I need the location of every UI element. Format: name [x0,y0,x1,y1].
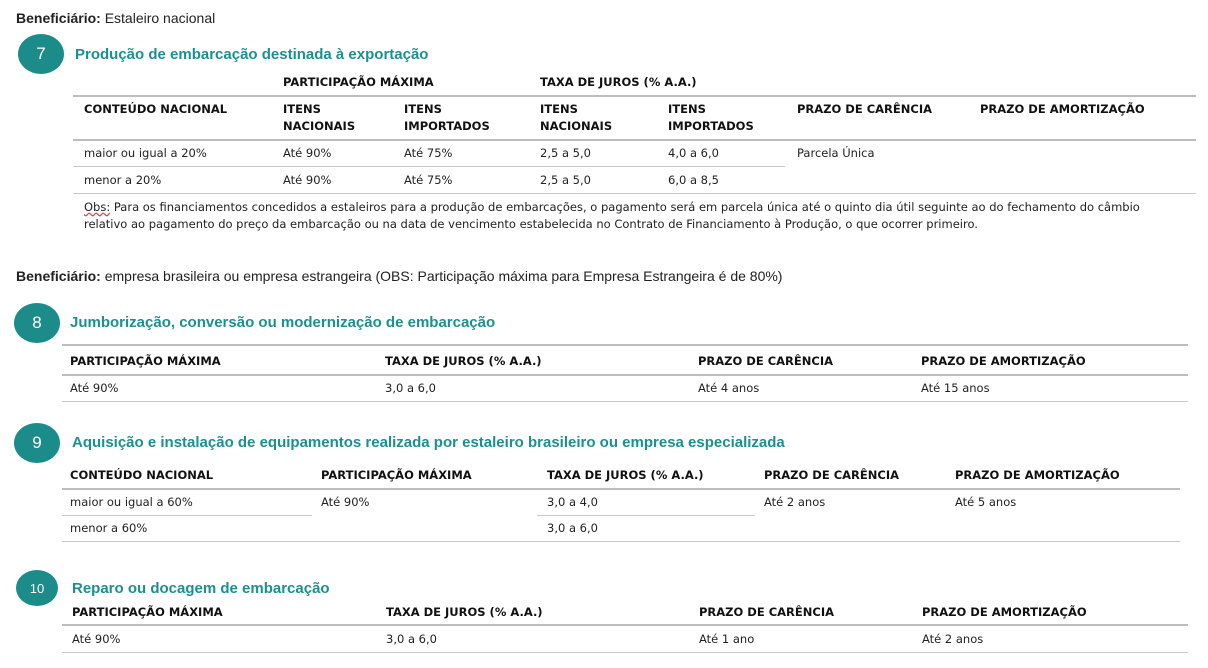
table-cell: Até 5 anos [955,495,1017,509]
section-number: 9 [32,433,42,452]
header-line: ITENS [540,102,578,116]
table-top-rule [73,95,1196,97]
row-rule [537,515,755,516]
section-number-badge [14,303,60,343]
col-header-amortizacao: PRAZO DE AMORTIZAÇÃO [955,468,1120,482]
col-header-carencia: PRAZO DE CARÊNCIA [797,102,933,116]
table-cell: Até 1 ano [699,632,755,646]
header-line: NACIONAIS [540,119,613,133]
section-number-badge [18,34,64,74]
table-cell: menor a 60% [70,521,148,535]
beneficiario-value: empresa brasileira ou empresa estrangeira (OBS: Participação máxima para Empresa Estrangeira é de 80%) [104,268,783,284]
col-header-carencia: PRAZO DE CARÊNCIA [699,605,835,619]
row-rule [62,515,312,516]
table-cell: Até 90% [283,173,332,187]
table-cell: 2,5 a 5,0 [540,173,591,187]
header-bottom-rule [62,374,1188,376]
header-bottom-rule [73,139,1196,141]
section-title: Jumborização, conversão ou modernização de embarcação [70,314,496,331]
row-rule [73,166,785,167]
group-header-participacao: PARTICIPAÇÃO MÁXIMA [283,75,434,89]
table-cell: 6,0 a 8,5 [668,173,719,187]
table-cell: Até 15 anos [921,381,990,395]
table-cell: 2,5 a 5,0 [540,146,591,160]
col-header-carencia: PRAZO DE CARÊNCIA [698,354,834,368]
table-cell: Até 90% [72,632,121,646]
table-cell: menor a 20% [84,173,162,187]
col-header-amortizacao: PRAZO DE AMORTIZAÇÃO [921,354,1086,368]
table-cell: 3,0 a 4,0 [547,495,598,509]
col-header-amortizacao: PRAZO DE AMORTIZAÇÃO [922,605,1087,619]
col-header-taxa-itens-nacionais [540,101,612,135]
table-cell: Até 2 anos [922,632,984,646]
table-bottom-rule [62,541,1180,542]
table-cell: Até 90% [283,146,332,160]
section-number: 8 [32,313,42,332]
col-header-conteudo: CONTEÚDO NACIONAL [84,102,228,116]
col-header-participacao: PARTICIPAÇÃO MÁXIMA [72,605,223,619]
table-cell: Até 90% [70,381,119,395]
table-bottom-rule [73,193,1196,194]
col-header-taxa: TAXA DE JUROS (% A.A.) [385,354,542,368]
header-line: IMPORTADOS [668,119,754,133]
section-number-badge [16,570,58,606]
header-line: ITENS [404,102,442,116]
col-header-participacao: PARTICIPAÇÃO MÁXIMA [321,468,472,482]
col-header-carencia: PRAZO DE CARÊNCIA [764,468,900,482]
header-line: ITENS [668,102,706,116]
table-cell: Até 4 anos [698,381,760,395]
table-cell: Até 75% [404,146,453,160]
obs-label: Obs: [84,200,111,214]
col-header-itens-nacionais [283,101,355,135]
header-line: ITENS [283,102,321,116]
table-cell: Parcela Única [797,146,875,160]
beneficiario-label: Beneficiário: [16,268,101,284]
observation-note [84,199,1174,233]
beneficiario-label: Beneficiário: [16,10,101,26]
col-header-conteudo: CONTEÚDO NACIONAL [70,468,214,482]
header-line: NACIONAIS [283,119,356,133]
table-bottom-rule [62,652,1188,653]
col-header-amortizacao: PRAZO DE AMORTIZAÇÃO [980,102,1145,116]
table-cell: 3,0 a 6,0 [385,381,436,395]
obs-line-1 [84,199,1174,216]
beneficiario-value: Estaleiro nacional [104,10,216,26]
section-number: 10 [29,580,45,596]
col-header-taxa: TAXA DE JUROS (% A.A.) [386,605,543,619]
obs-text-1: Para os financiamentos concedidos a estaleiros para a produção de embarcações, o pagamento será em parcela única até o quinto dia útil seguinte ao do fechamento do câmbio [110,200,1140,214]
table-top-rule [62,344,1188,346]
table-cell: Até 2 anos [764,495,826,509]
section-number-badge [14,423,60,463]
col-header-taxa: TAXA DE JUROS (% A.A.) [547,468,704,482]
table-cell: 3,0 a 6,0 [547,521,598,535]
col-header-taxa-itens-importados [668,101,754,135]
col-header-itens-importados [404,101,490,135]
beneficiario-line-1 [16,10,215,26]
section-title: Produção de embarcação destinada à exportação [75,46,429,63]
section-title: Aquisição e instalação de equipamentos realizada por estaleiro brasileiro ou empresa especializada [72,434,785,451]
table-bottom-rule [62,401,1188,402]
obs-text-2: relativo ao pagamento do preço da embarcação ou na data de vencimento estabelecida no Contrato de Financiamento à Produção, o que ocorrer primeiro. [84,217,978,231]
col-header-participacao: PARTICIPAÇÃO MÁXIMA [70,354,221,368]
table-cell: Até 75% [404,173,453,187]
header-bottom-rule [62,624,1188,626]
table-cell: maior ou igual a 20% [84,146,207,160]
table-cell: 3,0 a 6,0 [386,632,437,646]
section-number: 7 [36,44,46,63]
section-title: Reparo ou docagem de embarcação [72,580,330,597]
group-header-taxa: TAXA DE JUROS (% A.A.) [540,75,697,89]
beneficiario-line-2 [16,268,782,284]
table-cell: maior ou igual a 60% [70,495,193,509]
header-line: IMPORTADOS [404,119,490,133]
header-bottom-rule [62,488,1180,490]
table-cell: Até 90% [321,495,370,509]
table-cell: 4,0 a 6,0 [668,146,719,160]
